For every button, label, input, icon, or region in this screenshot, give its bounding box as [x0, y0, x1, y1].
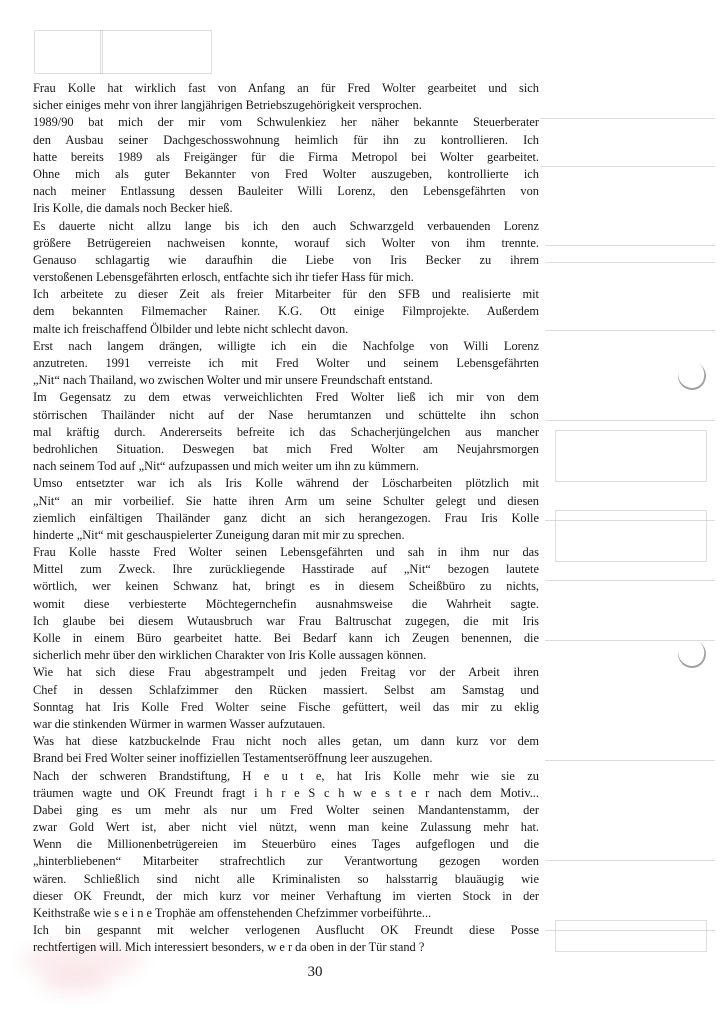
text-line: Im Gegensatz zu dem etwas verweichlichten Fred Wolter ließ ich mir von dem — [33, 390, 539, 405]
text-line: Wie hat sich diese Frau abgestrampelt und jeden Freitag vor der Arbeit ihren — [33, 665, 539, 680]
text-line: hatte bereits 1989 als Freigänger für die Firma Metropol bei Wolter gearbeitet. — [33, 149, 539, 164]
text-line: dem bekannten Filmemacher Rainer. K.G. Ott einige Filmprojekte. Außerdem — [33, 304, 539, 319]
text-line: wörtlich, wer keinen Schwanz hat, bringt es in diesem Scheißbüro zu nichts, — [33, 579, 539, 594]
text-line: Brand bei Fred Wolter seiner inoffiziellen Testamentseröffnung leer auszugehen. — [33, 751, 433, 766]
text-line: Kolle in einem Büro gearbeitet hatte. Bei Bedarf kann ich Zeugen benennen, die — [33, 631, 539, 645]
text-line: Keithstraße wie s e i n e Trophäe am offenstehenden Chefzimmer vorbeiführte... — [33, 906, 432, 920]
text-line: 1989/90 bat mich der mir vom Schwulenkiez her näher bekannte Steuerberater — [33, 115, 539, 130]
reverse-side-box — [555, 920, 707, 952]
reverse-side-rule — [545, 760, 715, 761]
page-number: 30 — [307, 964, 323, 980]
text-line: Nach der schweren Brandstiftung, H e u t e, hat Iris Kolle mehr wie sie zu — [33, 768, 539, 783]
text-line: Ich arbeitete zu dieser Zeit als freier Mitarbeiter für den SFB und realisierte mit — [33, 287, 539, 302]
reverse-side-rule — [545, 580, 715, 581]
text-line: rechtfertigen will. Mich interessiert besonders, w e r da oben in der Tür stand ? — [33, 940, 425, 955]
text-line: mal kräftig durch. Andererseits befreite ich das Schacherjüngelchen aus mancher — [33, 424, 539, 439]
text-line: „hinterbliebenen“ Mitarbeiter strafrechtlich zur Verantwortung gezogen worden — [33, 854, 539, 869]
text-line: Frau Kolle hat wirklich fast von Anfang an für Fred Wolter gearbeitet und sich — [33, 81, 539, 95]
punch-hole-icon — [674, 358, 710, 394]
text-line: den Ausbau seiner Dachgeschosswohnung heimlich für ihn zu kontrollieren. Ich — [33, 132, 539, 147]
text-line: Ich bin gespannt mit welcher verlogenen Ausflucht OK Freundt diese Posse — [33, 923, 539, 938]
reverse-side-box — [100, 30, 103, 74]
text-line: nach seinem Tod auf „Nit“ aufzupassen und mich weiter um ihn zu kümmern. — [33, 459, 419, 474]
punch-hole-icon — [674, 636, 710, 672]
text-line: verstoßenen Lebensgefährten erlosch, entfachte sich ihr tiefer Hass für mich. — [33, 270, 414, 285]
reverse-side-rule — [545, 420, 715, 421]
text-line: dieser OK Freundt, der mich kurz vor meiner Verhaftung im vierten Stock in der — [33, 888, 539, 903]
text-line: „Nit“ nach Thailand, wo zwischen Wolter und mir unsere Freundschaft entstand. — [33, 373, 433, 388]
text-line: sicher einiges mehr von ihrer langjährigen Betriebszugehörigkeit versprochen. — [33, 98, 422, 113]
reverse-side-rule — [545, 245, 715, 246]
reverse-side-box — [555, 430, 707, 482]
reverse-side-box — [555, 510, 707, 562]
text-line: anzutreten. 1991 verreiste ich mit Fred Wolter und seinem Lebensgefährten — [33, 356, 539, 370]
reverse-side-rule — [540, 118, 715, 119]
text-line: Ohne mich als guter Bekannter von Fred Wolter auszugeben, kontrollierte ich — [33, 166, 539, 181]
text-line: Iris Kolle, die damals noch Becker hieß. — [33, 201, 233, 216]
text-line: Mittel zum Zweck. Ihre zurückliegende Hasstirade auf „Nit“ bezogen lautete — [33, 562, 539, 577]
text-line: Frau Kolle hasste Fred Wolter seinen Lebensgefährten und sah in ihm nur das — [33, 545, 539, 560]
reverse-side-rule — [545, 262, 715, 263]
reverse-side-rule — [540, 166, 715, 167]
reverse-side-rule — [545, 330, 715, 331]
text-line: Ich glaube bei diesem Wutausbruch war Frau Baltruschat zugegen, die mit Iris — [33, 613, 539, 628]
text-line: zwar Gold Wert ist, aber nicht viel nützt, wenn man keine Zulassung mehr hat. — [33, 820, 539, 835]
text-line: Es dauerte nicht allzu lange bis ich den auch Schwarzgeld verbauenden Lorenz — [33, 218, 539, 233]
text-line: Erst nach langem drängen, willigte ich ein die Nachfolge von Willi Lorenz — [33, 338, 539, 353]
text-line: war die stinkenden Würmer in warmen Wasser aufzutauen. — [33, 716, 326, 731]
stain-smudge — [40, 970, 110, 994]
text-line: Sonntag hat Iris Kolle Fred Wolter seine Fische gefüttert, weil das mir zu eklig — [33, 699, 539, 714]
text-line: ziemlich einfältigen Thailänder ganz dicht an sich herangezogen. Frau Iris Kolle — [33, 510, 539, 525]
text-line: womit diese verbiesterte Möchtegernchefin ausnahmsweise die Wahrheit sagte. — [33, 596, 539, 611]
text-line: Dabei ging es um mehr als nur um Fred Wolter seinen Mandantenstamm, der — [33, 802, 539, 817]
text-line: „Nit“ an mir vorbeilief. Sie hatte ihren Arm um seine Schulter gelegt und diesen — [33, 493, 539, 508]
reverse-side-box — [34, 30, 212, 74]
reverse-side-rule — [545, 860, 715, 861]
text-line: Wenn die Millionenbetrügereien im Steuerbüro eines Tages aufgeflogen und die — [33, 837, 539, 852]
text-line: bedrohlichen Situation. Deswegen bat mich Fred Wolter am Neujahrsmorgen — [33, 441, 539, 456]
text-line: sicherlich mehr über den wirklichen Charakter von Iris Kolle aussagen können. — [33, 648, 427, 663]
text-line: nach meiner Entlassung dessen Bauleiter Willi Lorenz, den Lebensgefährten von — [33, 184, 539, 199]
text-line: malte ich freischaffend Ölbilder und lebte nicht schlecht davon. — [33, 321, 349, 336]
text-line: störrischen Thailänder nicht auf der Nase herumtanzen und schüttelte ihn schon — [33, 407, 539, 422]
text-line: Umso entsetzter war ich als Iris Kolle während der Löscharbeiten plötzlich mit — [33, 476, 539, 491]
text-line: träumen wagte und OK Freundt fragt i h r e S c h w e s t e r nach dem Motiv... — [33, 785, 539, 800]
text-line: Genauso schlagartig wie daraufhin die Liebe von Iris Becker zu ihrem — [33, 252, 539, 267]
text-line: hinderte „Nit“ mit geschauspielerter Zuneigung daran mit mir zu sprechen. — [33, 527, 405, 542]
text-line: wären. Schließlich sind nicht alle Kriminalisten so halsstarrig blauäugig wie — [33, 871, 539, 886]
text-line: größere Betrügereien nachweisen konnte, worauf sich Wolter von ihm trennte. — [33, 235, 539, 250]
text-line: Was hat diese katzbuckelnde Frau nicht noch alles getan, um dann kurz vor dem — [33, 734, 539, 749]
text-line: Chef in dessen Schlafzimmer den Rücken massiert. Selbst am Samstag und — [33, 682, 539, 697]
document-body — [33, 80, 539, 957]
